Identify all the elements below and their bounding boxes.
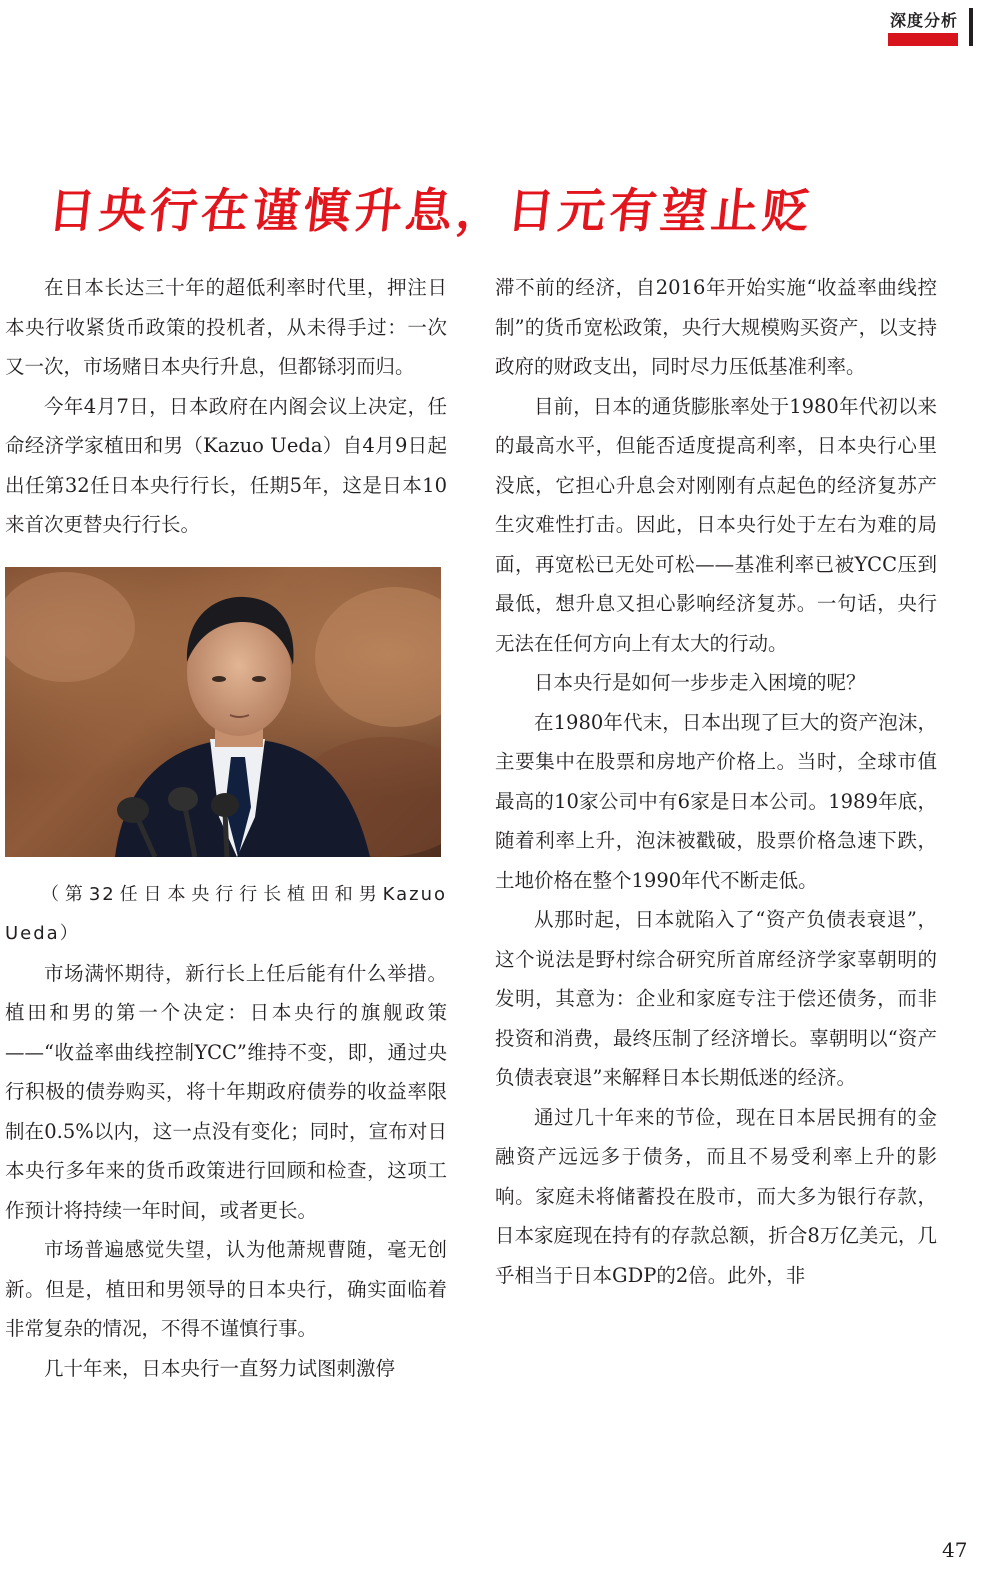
paragraph: 目前，日本的通货膨胀率处于1980年代初以来的最高水平，但能否适度提高利率，日本央行心里没底，它担心升息会对刚刚有点起色的经济复苏产生灾难性打击。因此，日本央行处于左右为难的局面，再宽松已无处可松——基准利率已被YCC压到最低，想升息又担心影响经济复苏。一句话，央行无法在任何方向上有太大的行动。 xyxy=(495,394,937,655)
section-divider-line xyxy=(969,8,973,46)
section-tag-bar xyxy=(888,33,958,46)
section-tag: 深度分析 xyxy=(889,11,958,30)
paragraph: 从那时起，日本就陷入了“资产负债表衰退”，这个说法是野村综合研究所首席经济学家辜朝明的发明，其意为：企业和家庭专注于偿还债务，而非投资和消费，最终压制了经济增长。辜朝明以“资产负债表衰退”来解释日本长期低迷的经济。 xyxy=(495,908,937,1089)
article-photo xyxy=(5,567,441,857)
paragraph: 市场普遍感觉失望，认为他萧规曹随，毫无创新。但是，植田和男领导的日本央行，确实面临着非常复杂的情况，不得不谨慎行事。 xyxy=(5,1238,447,1340)
article-column-left xyxy=(5,268,447,1388)
paragraph: 今年4月7日，日本政府在内阁会议上决定，任命经济学家植田和男（Kazuo Ueda）自4月9日起出任第32任日本央行行长，任期5年，这是日本10来首次更替央行行长。 xyxy=(5,394,447,536)
paragraph: 在1980年代末，日本出现了巨大的资产泡沫，主要集中在股票和房地产价格上。当时，全球市值最高的10家公司中有6家是日本公司。1989年底，随着利率上升，泡沫被戳破，股票价格急速下跌，土地价格在整个1990年代不断走低。 xyxy=(495,710,937,892)
page-number: 47 xyxy=(942,1538,968,1562)
paragraph: 在日本长达三十年的超低利率时代里，押注日本央行收紧货币政策的投机者，从未得手过：一次又一次，市场赌日本央行升息，但都铩羽而归。 xyxy=(5,276,447,378)
paragraph: 几十年来，日本央行一直努力试图刺激停 xyxy=(44,1356,396,1380)
portrait-illustration xyxy=(5,567,441,857)
photo-caption: （第32任日本央行行长植田和男Kazuo Ueda） xyxy=(5,883,447,944)
paragraph: 通过几十年来的节俭，现在日本居民拥有的金融资产远远多于债务，而且不易受利率上升的影响。家庭未将储蓄投在股市，而大多为银行存款，日本家庭现在持有的存款总额，折合8万亿美元，几乎相当于日本GDP的2倍。此外，非 xyxy=(495,1105,937,1287)
paragraph: 日本央行是如何一步步走入困境的呢？ xyxy=(534,671,866,694)
paragraph: 市场满怀期待，新行长上任后能有什么举措。植田和男的第一个决定：日本央行的旗舰政策——“收益率曲线控制YCC”维持不变，即，通过央行积极的债券购买，将十年期政府债券的收益率限制在0.5%以内，这一点没有变化；同时，宣布对日本央行多年来的货币政策进行回顾和检查，这项工作预计将持续一年时间，或者更长。 xyxy=(5,961,447,1222)
article-title: 日央行在谨慎升息，日元有望止贬 xyxy=(45,184,817,239)
article-column-right xyxy=(495,268,937,1295)
paragraph-continued: 滞不前的经济，自2016年开始实施“收益率曲线控制”的货币宽松政策，央行大规模购买资产，以支持政府的财政支出，同时尽力压低基准利率。 xyxy=(495,276,937,378)
